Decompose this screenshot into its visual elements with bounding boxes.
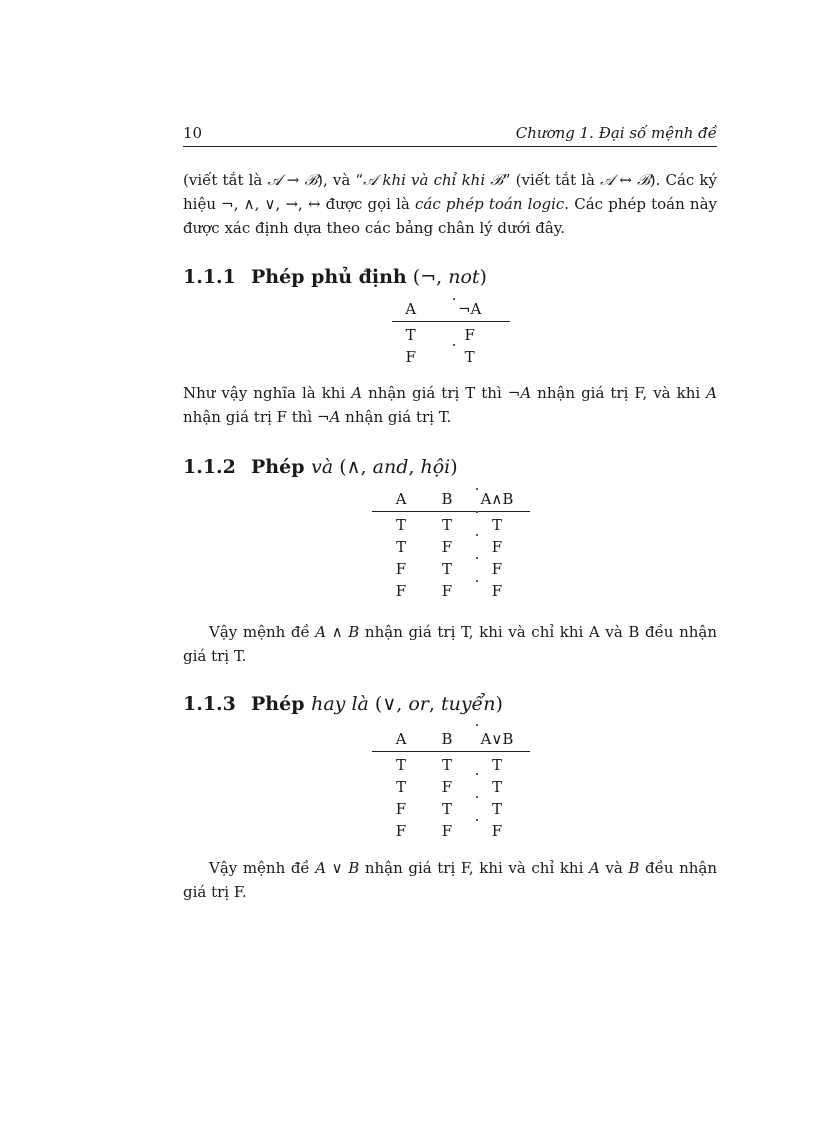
truth-table-or xyxy=(372,727,530,842)
text-run: Như vậy nghĩa là khi xyxy=(183,384,352,402)
table-cell: T xyxy=(491,756,502,774)
section-alias: tuyển xyxy=(440,693,496,715)
or-symbol: ∨ xyxy=(382,693,397,715)
table-cell: F xyxy=(441,538,453,556)
chapter-title: Chương 1. Đại số mệnh đề xyxy=(515,124,717,142)
stray-dot xyxy=(476,557,478,559)
heading-separator: , xyxy=(360,456,373,478)
text-run: nhận giá trị T. xyxy=(340,408,452,426)
column-header: B xyxy=(430,727,464,752)
column-header: ¬A xyxy=(429,297,510,322)
text-run: và xyxy=(599,859,629,877)
table-cell: F xyxy=(395,822,407,840)
table-row xyxy=(372,798,530,820)
table-cell: F xyxy=(395,582,407,600)
heading-paren-close: ) xyxy=(450,456,458,478)
heading-separator: , xyxy=(408,456,421,478)
heading-separator: , xyxy=(396,693,409,715)
column-header: A∧B xyxy=(464,487,530,512)
operation-name: hay là xyxy=(311,693,369,715)
and-explanation xyxy=(183,620,717,668)
math-expr: A ∧ B xyxy=(315,623,360,641)
section-alias: and xyxy=(372,456,409,478)
heading-paren-close: ) xyxy=(495,693,503,715)
section-alias: or xyxy=(408,693,429,715)
intro-math-biconditional: 𝒜 ↔ ℬ xyxy=(600,171,650,189)
table-cell: F xyxy=(395,560,407,578)
table-cell: F xyxy=(491,822,503,840)
section-heading-or xyxy=(183,693,503,715)
table-row xyxy=(392,346,510,368)
table-row xyxy=(372,512,530,537)
intro-emph-iff: 𝒜 khi và chỉ khi ℬ xyxy=(363,171,503,189)
math-var: A xyxy=(588,859,600,877)
stray-dot xyxy=(476,724,478,726)
table-cell: F xyxy=(441,778,453,796)
table-cell: F xyxy=(464,326,475,344)
text-run: nhận giá trị T, khi và chỉ khi A và B đều nhận giá trị T. xyxy=(183,623,717,665)
table-row xyxy=(372,776,530,798)
table-header-row xyxy=(372,487,530,512)
table-cell: F xyxy=(405,348,416,366)
table-row xyxy=(372,536,530,558)
table-cell: T xyxy=(441,756,452,774)
intro-text-2: ), và “ xyxy=(317,171,364,189)
and-symbol: ∧ xyxy=(346,456,361,478)
text-run: nhận giá trị F, khi và chỉ khi xyxy=(359,859,589,877)
math-var: A xyxy=(706,384,717,402)
page-number: 10 xyxy=(183,124,203,142)
table-cell: T xyxy=(405,326,416,344)
math-expr: A ∨ B xyxy=(315,859,360,877)
stray-dot xyxy=(476,580,478,582)
stray-dot xyxy=(476,819,478,821)
table-cell: F xyxy=(491,538,503,556)
heading-paren-open: ( xyxy=(333,456,347,478)
intro-paragraph xyxy=(183,168,717,240)
heading-separator: , xyxy=(428,693,441,715)
section-number: 1.1.3 xyxy=(183,693,236,715)
text-run: nhận giá trị F thì xyxy=(183,408,317,426)
intro-text-3: ” (viết tắt là xyxy=(502,171,601,189)
math-var: A xyxy=(351,384,363,402)
table-row xyxy=(372,580,530,602)
table-cell: T xyxy=(395,778,406,796)
stray-dot xyxy=(476,511,478,513)
truth-table-negation xyxy=(392,297,510,368)
intro-math-implication: 𝒜 → ℬ xyxy=(267,171,318,189)
text-run: nhận giá trị T thì xyxy=(362,384,508,402)
truth-table-and xyxy=(372,487,530,602)
math-var: ¬A xyxy=(507,384,532,402)
table-cell: F xyxy=(491,582,503,600)
section-title: Phép xyxy=(251,456,305,478)
stray-dot xyxy=(476,796,478,798)
table-cell: F xyxy=(441,582,453,600)
math-var: ¬A xyxy=(317,408,341,426)
heading-paren-open: ( xyxy=(406,266,421,288)
math-var: B xyxy=(628,859,640,877)
stray-dot xyxy=(453,344,455,346)
intro-emph-logic-ops: các phép toán logic. xyxy=(415,195,570,213)
heading-paren-close: ) xyxy=(479,266,487,288)
table-cell: T xyxy=(491,516,502,534)
section-alias: not xyxy=(448,266,480,288)
heading-paren-open: ( xyxy=(368,693,383,715)
section-heading-negation xyxy=(183,266,487,288)
intro-text-5: Các phép toán này được xác định dựa theo các bảng chân lý dưới đây. xyxy=(183,195,717,237)
section-number: 1.1.2 xyxy=(183,456,236,478)
table-cell: T xyxy=(464,348,475,366)
section-heading-and xyxy=(183,456,458,478)
table-header-row xyxy=(372,727,530,752)
operation-name: và xyxy=(311,456,334,478)
intro-text-1: (viết tắt là xyxy=(183,171,268,189)
text-run: nhận giá trị F, và khi xyxy=(531,384,707,402)
table-row xyxy=(372,820,530,842)
column-header: A xyxy=(372,727,430,752)
table-cell: T xyxy=(395,756,406,774)
section-title: Phép phủ định xyxy=(251,266,407,288)
section-title: Phép xyxy=(251,693,305,715)
stray-dot xyxy=(476,534,478,536)
table-row xyxy=(372,558,530,580)
negation-symbol: ¬ xyxy=(420,266,437,288)
table-cell: T xyxy=(441,560,452,578)
column-header: A xyxy=(392,297,429,322)
section-alias: hội xyxy=(420,456,451,478)
table-cell: F xyxy=(491,560,503,578)
column-header: A∨B xyxy=(464,727,530,752)
text-run: Vậy mệnh đề xyxy=(209,859,316,877)
text-run: Vậy mệnh đề xyxy=(209,623,316,641)
table-cell: T xyxy=(441,516,452,534)
heading-separator: , xyxy=(436,266,449,288)
column-header: B xyxy=(430,487,464,512)
column-header: A xyxy=(372,487,430,512)
table-cell: F xyxy=(441,822,453,840)
stray-dot xyxy=(476,773,478,775)
or-explanation xyxy=(183,856,717,904)
section-number: 1.1.1 xyxy=(183,266,236,288)
table-cell: T xyxy=(491,778,502,796)
text-run: đều nhận giá trị F. xyxy=(183,859,718,901)
table-cell: T xyxy=(491,800,502,818)
stray-dot xyxy=(453,298,455,300)
table-row xyxy=(392,322,510,347)
running-header xyxy=(183,122,717,147)
table-row xyxy=(372,752,530,777)
table-cell: T xyxy=(395,516,406,534)
table-header-row xyxy=(392,297,510,322)
stray-dot xyxy=(476,488,478,490)
table-cell: T xyxy=(441,800,452,818)
intro-text-4: ). Các ký hiệu ¬, ∧, ∨, →, ↔ được gọi là xyxy=(183,171,717,213)
negation-explanation xyxy=(183,381,717,429)
table-cell: T xyxy=(395,538,406,556)
table-cell: F xyxy=(395,800,407,818)
